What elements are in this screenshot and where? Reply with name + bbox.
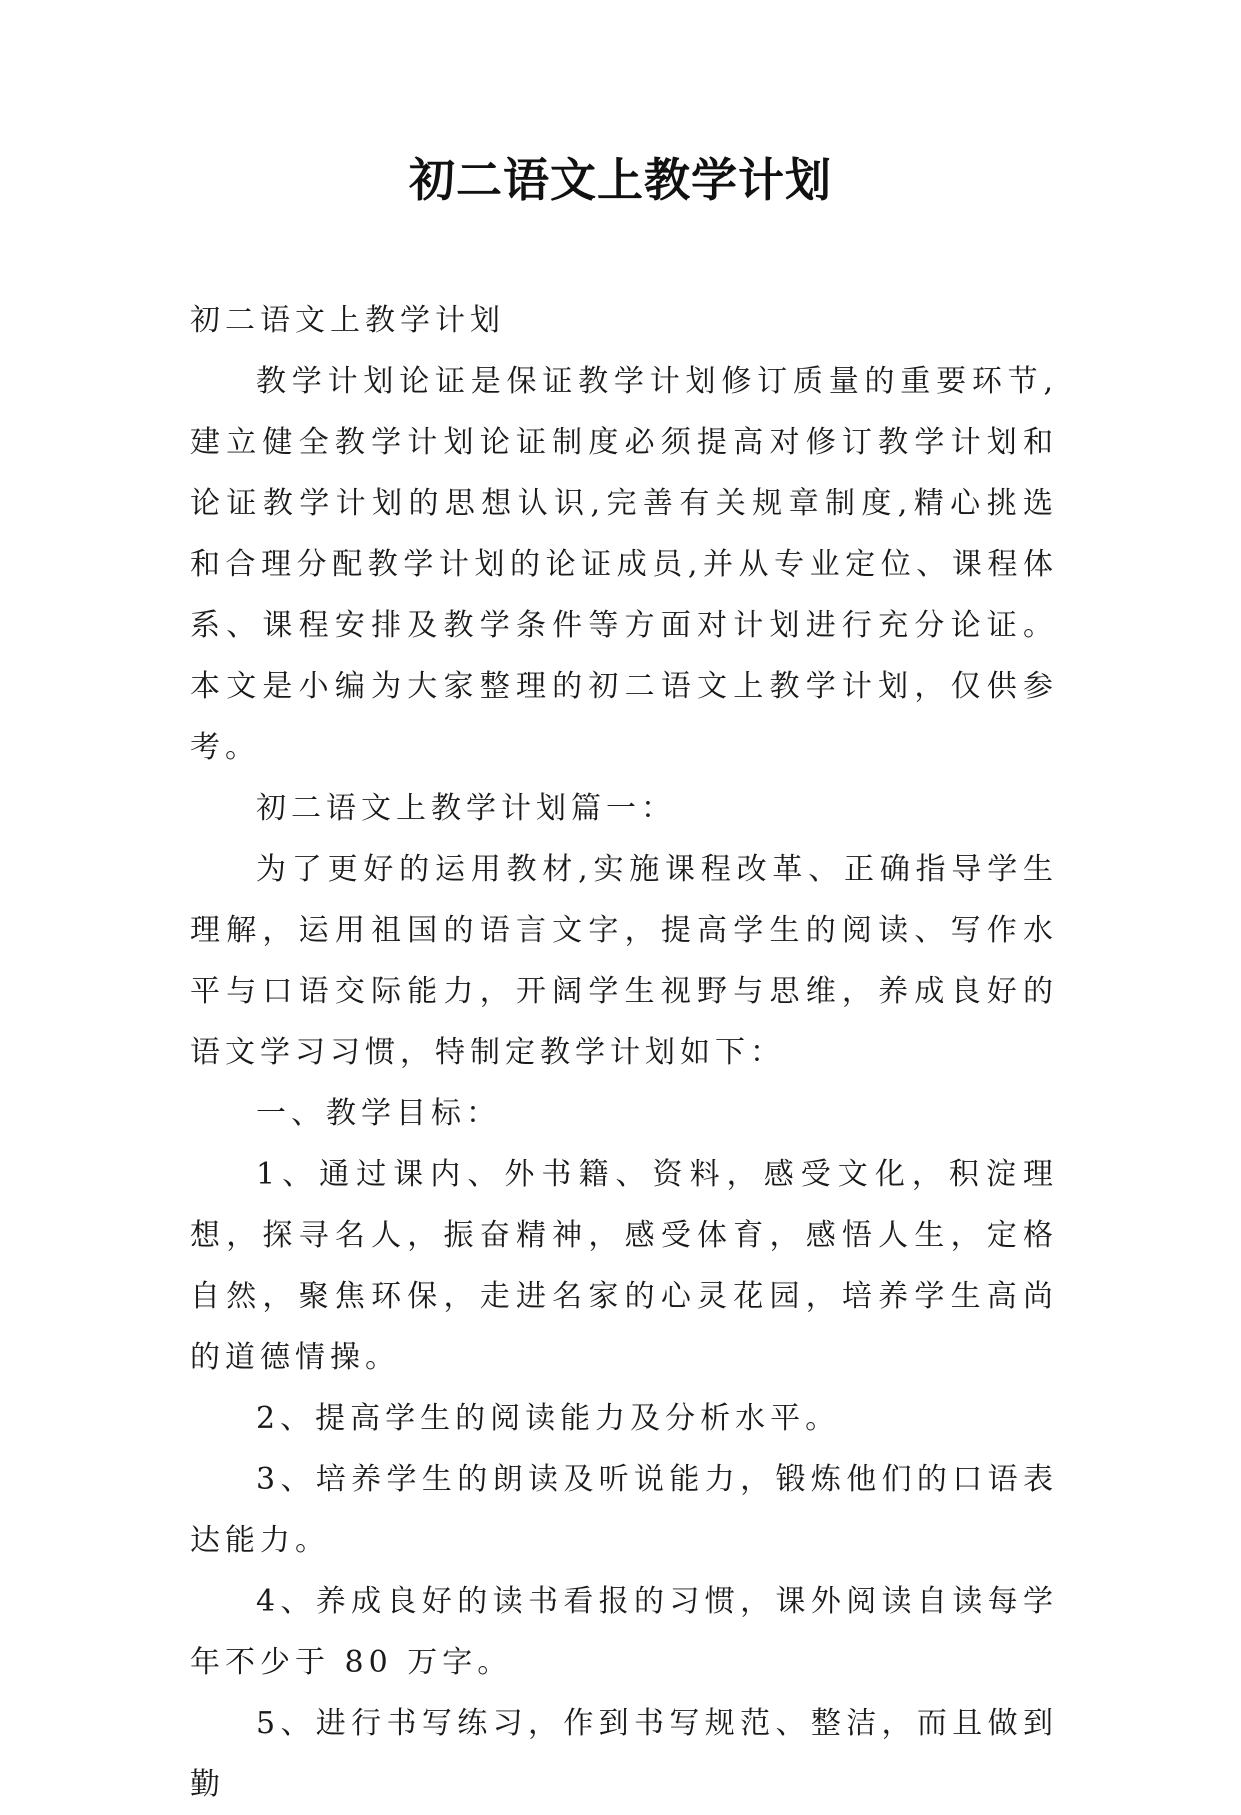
subtitle-paragraph: 初二语文上教学计划 bbox=[190, 303, 505, 338]
goal-item-2: 2、提高学生的阅读能力及分析水平。 bbox=[256, 1401, 841, 1436]
goal-item-1: 1、通过课内、外书籍、资料，感受文化，积淀理想，探寻名人，振奋精神，感受体育，感悟人生，定格自然，聚焦环保，走进名家的心灵花园，培养学生高尚的道德情操。 bbox=[190, 1157, 1058, 1375]
goal-item-4: 4、养成良好的读书看报的习惯，课外阅读自读每学年不少于 80 万字。 bbox=[190, 1584, 1058, 1680]
intro-paragraph: 教学计划论证是保证教学计划修订质量的重要环节,建立健全教学计划论证制度必须提高对修订教学计划和论证教学计划的思想认识,完善有关规章制度,精心挑选和合理分配教学计划的论证成员,并从专业定位、课程体系、课程安排及教学条件等方面对计划进行充分论证。本文是小编为大家整理的初二语文上教学计划，仅供参考。 bbox=[190, 364, 1058, 765]
goal-item-3: 3、培养学生的朗读及听说能力，锻炼他们的口语表达能力。 bbox=[190, 1462, 1058, 1558]
section-heading-part-one: 初二语文上教学计划篇一： bbox=[256, 791, 676, 826]
goal-item-5: 5、进行书写练习，作到书写规范、整洁，而且做到勤 bbox=[190, 1706, 1058, 1802]
purpose-paragraph: 为了更好的运用教材,实施课程改革、正确指导学生理解，运用祖国的语言文字，提高学生的阅读、写作水平与口语交际能力，开阔学生视野与思维，养成良好的语文学习习惯，特制定教学计划如下： bbox=[190, 852, 1058, 1070]
document-title: 初二语文上教学计划 bbox=[409, 153, 832, 207]
section-heading-goals: 一、教学目标： bbox=[256, 1096, 501, 1131]
document-body bbox=[190, 290, 1058, 1815]
